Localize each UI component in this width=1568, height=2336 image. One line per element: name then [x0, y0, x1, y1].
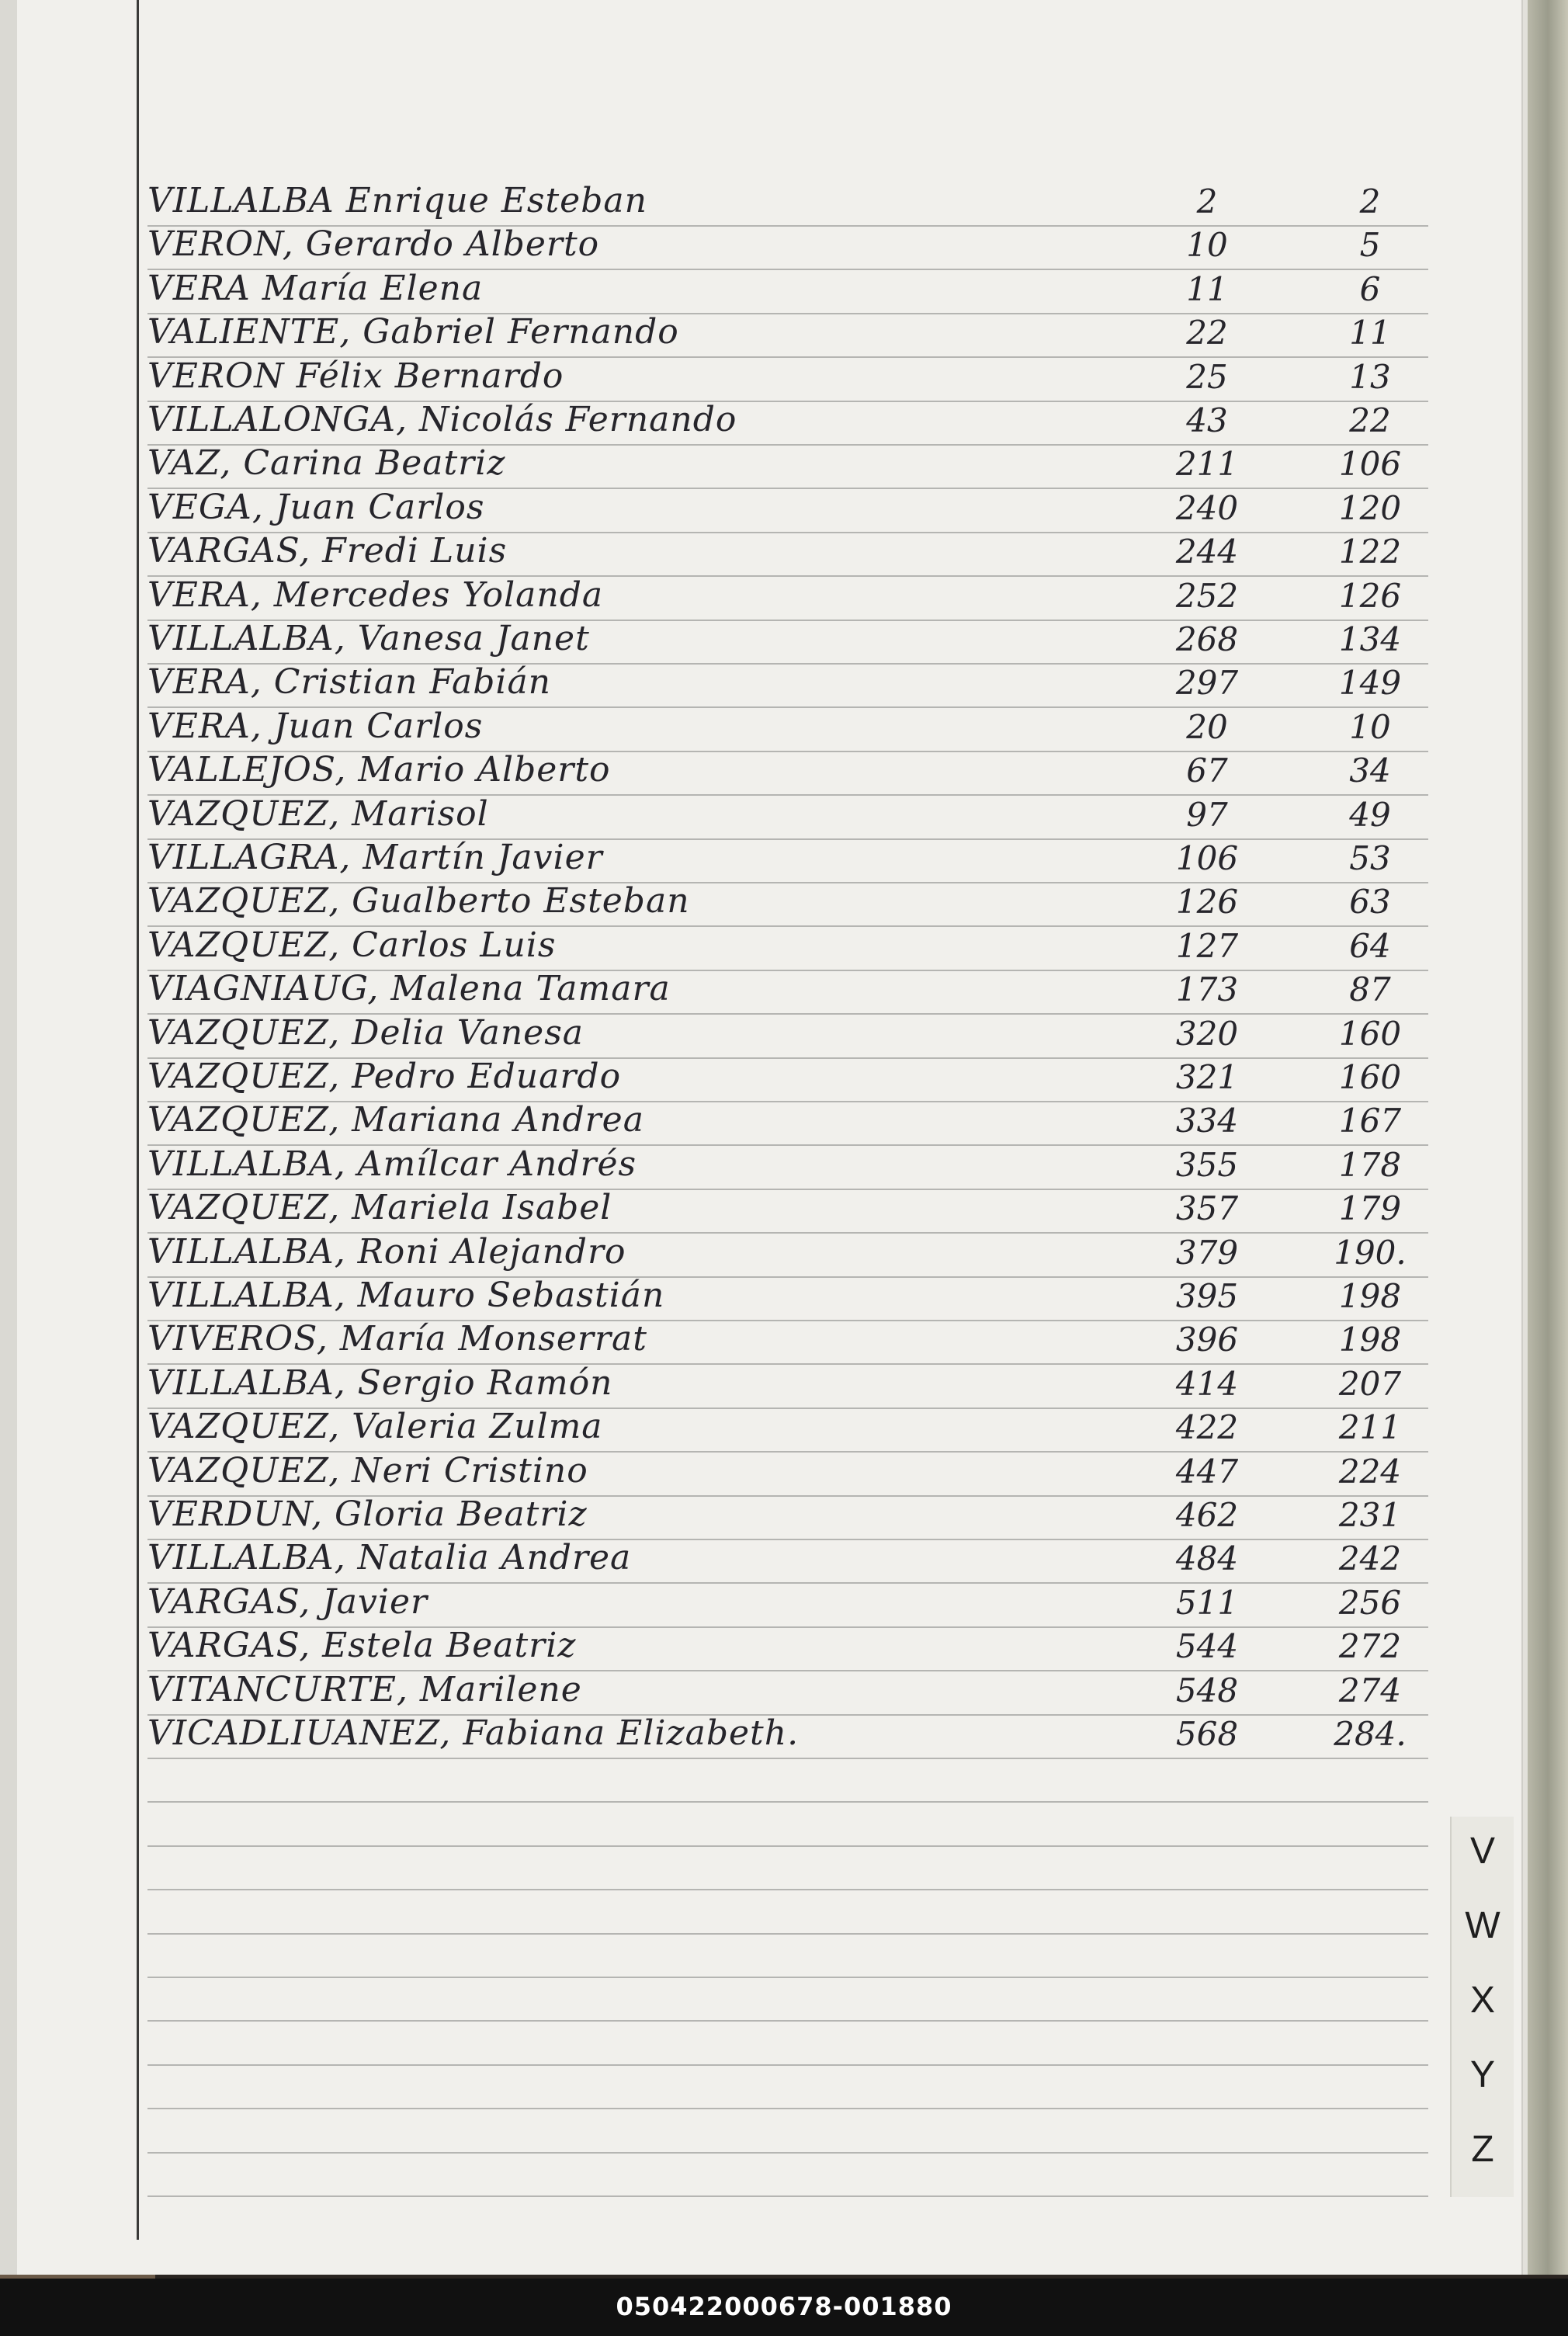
ruled-line [147, 2064, 1428, 2066]
entry-page: 22 [1349, 401, 1391, 439]
entry-number: 67 [1186, 751, 1228, 790]
entry-name: VALLEJOS, Mario Alberto [147, 750, 611, 790]
entry-number: 126 [1175, 883, 1239, 922]
entry-name: VIAGNIAUG, Malena Tamara [147, 969, 671, 1009]
entry-page: 10 [1349, 707, 1391, 746]
ledger-entry [147, 1714, 1428, 1758]
ledger-entry [147, 357, 1428, 401]
entry-name: VERON, Gerardo Alberto [147, 224, 600, 265]
entry-number: 379 [1175, 1233, 1239, 1272]
ledger-entry [147, 838, 1428, 882]
ruled-line [147, 1977, 1428, 1978]
index-tab-w[interactable]: W [1465, 1905, 1500, 1946]
entry-page: 122 [1338, 533, 1402, 571]
index-tabs [1450, 1817, 1514, 2197]
entry-number: 127 [1175, 926, 1239, 965]
entry-number: 106 [1175, 839, 1239, 877]
ledger-entry [147, 532, 1428, 575]
entry-number: 244 [1175, 533, 1239, 571]
ruled-line [147, 2152, 1428, 2154]
ledger-entry [147, 1145, 1428, 1189]
entry-name: VILLALBA, Roni Alejandro [147, 1231, 626, 1272]
entry-number: 240 [1175, 488, 1239, 527]
entry-number: 22 [1186, 314, 1228, 352]
entry-page: 211 [1338, 1408, 1402, 1447]
entry-page: 6 [1359, 269, 1381, 308]
ledger-entry [147, 1364, 1428, 1408]
ledger-entry [147, 1189, 1428, 1232]
entry-name: VAZQUEZ, Pedro Eduardo [147, 1057, 622, 1096]
ledger-entry [147, 970, 1428, 1013]
index-tab-z[interactable]: Z [1471, 2129, 1494, 2170]
entry-name: VARGAS, Estela Beatriz [147, 1626, 577, 1666]
entry-number: 462 [1175, 1496, 1239, 1534]
entry-number: 357 [1175, 1189, 1239, 1228]
entry-page: 256 [1338, 1583, 1402, 1622]
ledger-entry [147, 663, 1428, 706]
entry-number: 11 [1186, 269, 1228, 308]
entry-number: 395 [1175, 1277, 1239, 1315]
entry-page: 272 [1338, 1627, 1402, 1666]
entry-name: VILLALBA, Natalia Andrea [147, 1538, 632, 1578]
ledger-entry [147, 1233, 1428, 1276]
ledger-entry [147, 1276, 1428, 1320]
entry-name: VITANCURTE, Marilene [147, 1669, 582, 1709]
ledger-entry [147, 488, 1428, 532]
entry-name: VILLALONGA, Nicolás Fernando [147, 400, 737, 439]
entry-name: VERA María Elena [147, 268, 484, 308]
entry-number: 2 [1196, 182, 1218, 220]
stacked-pages-edge [1528, 0, 1568, 2275]
entry-name: VILLALBA, Sergio Ramón [147, 1362, 613, 1403]
ledger-entry [147, 313, 1428, 356]
ledger-entry [147, 620, 1428, 663]
ledger-entry [147, 751, 1428, 794]
ledger-entry [147, 1101, 1428, 1144]
ledger-entry [147, 444, 1428, 488]
entry-number: 321 [1175, 1058, 1239, 1096]
entry-page: 2 [1359, 182, 1381, 220]
entry-number: 297 [1175, 664, 1239, 703]
entry-name: VAZQUEZ, Marisol [147, 793, 489, 834]
entry-number: 511 [1175, 1583, 1239, 1622]
entry-name: VILLALBA, Vanesa Janet [147, 619, 590, 658]
index-tab-x[interactable]: X [1469, 1980, 1495, 2021]
entry-name: VAZQUEZ, Neri Cristino [147, 1450, 588, 1491]
entry-page: 190. [1334, 1233, 1407, 1272]
entry-name: VILLALBA, Amílcar Andrés [147, 1144, 637, 1184]
ledger-entry [147, 1671, 1428, 1714]
ruled-line [147, 1758, 1428, 1759]
entry-name: VAZQUEZ, Delia Vanesa [147, 1012, 585, 1053]
ledger-entry [147, 1583, 1428, 1626]
ledger-entry [147, 1408, 1428, 1451]
entry-page: 178 [1338, 1145, 1402, 1184]
entry-page: 106 [1338, 445, 1402, 484]
entry-page: 179 [1338, 1189, 1402, 1228]
document-id: 050422000678-001880 [616, 2292, 952, 2321]
entry-number: 252 [1175, 576, 1239, 615]
ledger-entry [147, 1452, 1428, 1495]
entry-page: 198 [1338, 1277, 1402, 1315]
entry-number: 25 [1186, 357, 1228, 396]
ledger-entry [147, 269, 1428, 313]
entry-page: 49 [1349, 795, 1391, 834]
margin-line [137, 0, 139, 2240]
entry-number: 414 [1175, 1364, 1239, 1403]
entry-page: 64 [1349, 926, 1391, 965]
entry-page: 34 [1349, 751, 1391, 790]
ledger-entry [147, 882, 1428, 925]
entry-name: VAZ, Carina Beatriz [147, 443, 506, 484]
entry-name: VAZQUEZ, Mariana Andrea [147, 1100, 644, 1140]
ledger-entry [147, 225, 1428, 269]
entry-number: 568 [1175, 1715, 1239, 1753]
entry-name: VILLALBA, Mauro Sebastián [147, 1276, 665, 1315]
entry-number: 544 [1175, 1627, 1239, 1666]
entry-page: 53 [1349, 839, 1391, 877]
entry-page: 167 [1338, 1102, 1402, 1140]
ledger-entry [147, 1626, 1428, 1670]
entry-number: 10 [1186, 226, 1228, 265]
ledger-entry [147, 795, 1428, 838]
ledger-entry [147, 182, 1428, 225]
entry-number: 484 [1175, 1539, 1239, 1578]
ruled-line [147, 2020, 1428, 2022]
index-tab-v[interactable]: V [1469, 1831, 1495, 1872]
ledger-entry [147, 926, 1428, 970]
entry-page: 149 [1338, 664, 1402, 703]
ledger-entry [147, 1539, 1428, 1582]
entry-number: 20 [1186, 707, 1228, 746]
entry-page: 274 [1338, 1671, 1402, 1709]
entry-number: 97 [1186, 795, 1228, 834]
ruled-line [147, 1933, 1428, 1935]
entry-name: VEGA, Juan Carlos [147, 487, 485, 527]
ledger-entry [147, 576, 1428, 620]
entry-name: VILLAGRA, Martín Javier [147, 838, 603, 877]
entry-page: 120 [1338, 488, 1402, 527]
entry-number: 320 [1175, 1014, 1239, 1053]
entry-page: 284. [1334, 1715, 1407, 1753]
entry-number: 334 [1175, 1102, 1239, 1140]
entry-page: 11 [1349, 314, 1391, 352]
ruled-line [147, 1889, 1428, 1890]
ledger-entry [147, 1495, 1428, 1539]
binding-strip [0, 0, 19, 2275]
entry-page: 160 [1338, 1058, 1402, 1096]
entry-name: VAZQUEZ, Valeria Zulma [147, 1407, 603, 1447]
entry-number: 211 [1175, 445, 1239, 484]
ruled-line [147, 2195, 1428, 2197]
entry-name: VERA, Juan Carlos [147, 706, 484, 746]
ruled-line [147, 1801, 1428, 1803]
entry-page: 87 [1349, 970, 1391, 1009]
entry-name: VERA, Mercedes Yolanda [147, 574, 604, 615]
ruled-line [147, 2108, 1428, 2109]
entry-page: 5 [1359, 226, 1381, 265]
ledger-entry [147, 1320, 1428, 1363]
entry-name: VIVEROS, María Monserrat [147, 1319, 647, 1359]
entry-name: VERA, Cristian Fabián [147, 662, 552, 703]
entry-name: VERON Félix Bernardo [147, 356, 564, 396]
entry-number: 422 [1175, 1408, 1239, 1447]
ledger-entry [147, 401, 1428, 444]
entry-number: 396 [1175, 1321, 1239, 1359]
entry-page: 207 [1338, 1364, 1402, 1403]
ledger-entry [147, 707, 1428, 751]
entry-page: 198 [1338, 1321, 1402, 1359]
index-tab-y[interactable]: Y [1469, 2054, 1495, 2095]
entry-number: 43 [1186, 401, 1228, 439]
ledger-entry [147, 1057, 1428, 1101]
entry-number: 447 [1175, 1452, 1239, 1491]
entry-page: 242 [1338, 1539, 1402, 1578]
entry-page: 224 [1338, 1452, 1402, 1491]
ruled-line [147, 1845, 1428, 1847]
entry-number: 355 [1175, 1145, 1239, 1184]
entry-number: 173 [1175, 970, 1239, 1009]
entry-name: VALIENTE, Gabriel Fernando [147, 312, 679, 352]
entry-page: 13 [1349, 357, 1391, 396]
entry-name: VILLALBA Enrique Esteban [147, 181, 647, 220]
entry-name: VAZQUEZ, Carlos Luis [147, 925, 557, 965]
entry-name: VAZQUEZ, Gualberto Esteban [147, 881, 690, 922]
entry-name: VICADLIUANEZ, Fabiana Elizabeth. [147, 1713, 800, 1753]
entry-number: 268 [1175, 620, 1239, 658]
ledger-entry [147, 1014, 1428, 1057]
entry-name: VAZQUEZ, Mariela Isabel [147, 1188, 612, 1228]
entry-page: 126 [1338, 576, 1402, 615]
entry-page: 231 [1338, 1496, 1402, 1534]
entry-number: 548 [1175, 1671, 1239, 1709]
entry-page: 63 [1349, 883, 1391, 922]
entry-name: VARGAS, Fredi Luis [147, 531, 508, 571]
entry-name: VERDUN, Gloria Beatriz [147, 1494, 588, 1534]
entry-name: VARGAS, Javier [147, 1581, 428, 1622]
entry-page: 134 [1338, 620, 1402, 658]
entry-page: 160 [1338, 1014, 1402, 1053]
